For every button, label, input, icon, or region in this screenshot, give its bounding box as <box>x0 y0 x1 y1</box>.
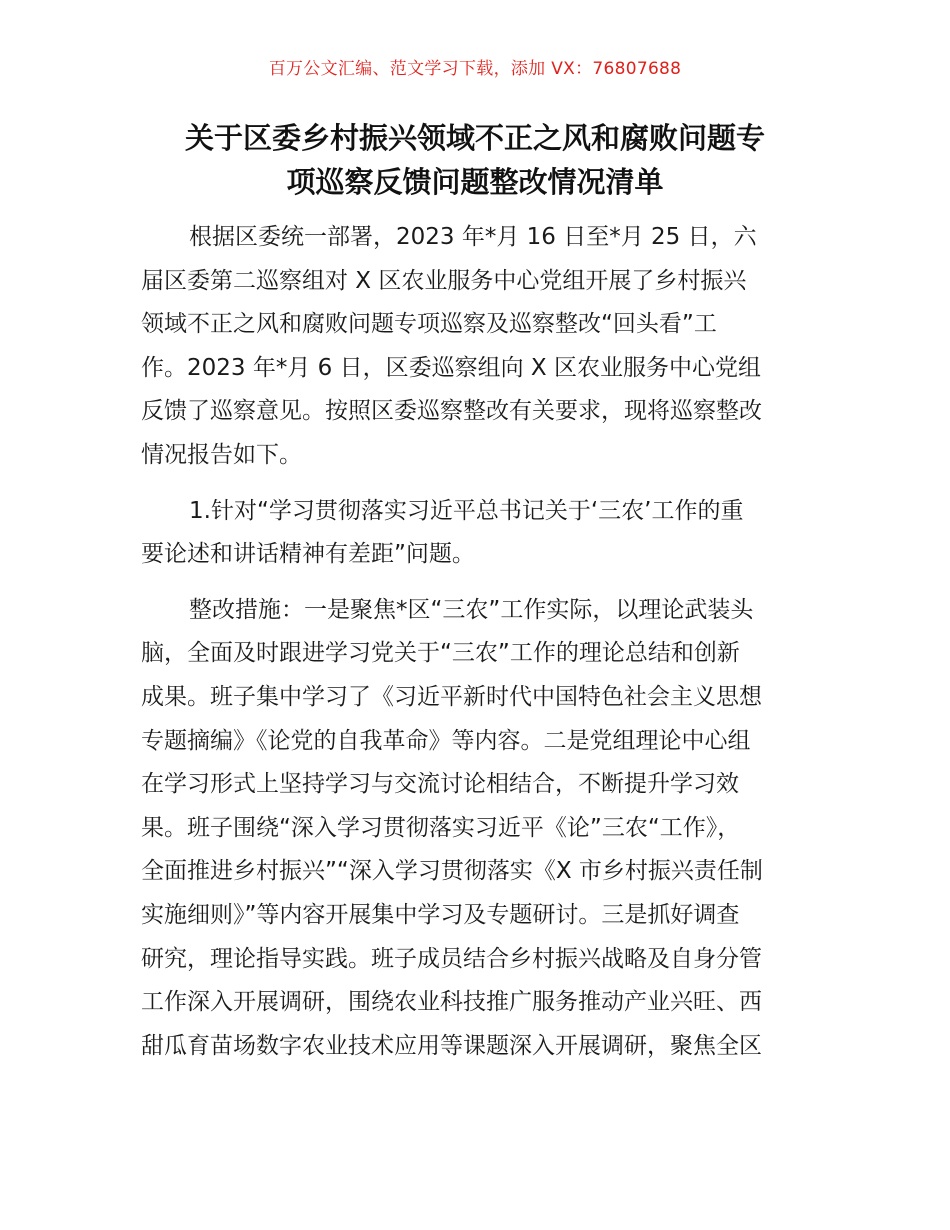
text-line: 根据区委统一部署，2023 年*月 16 日至*月 25 日，六 <box>189 224 757 250</box>
text-line: 反馈了巡察意见。按照区委巡察整改有关要求，现将巡察整改 <box>141 398 762 425</box>
title-line-1: 关于区委乡村振兴领域不正之风和腐败问题专 <box>184 121 765 155</box>
text-line: 整改措施：一是聚焦*区“三农”工作实际，以理论武装头 <box>189 596 754 623</box>
text-line: 要论述和讲话精神有差距”问题。 <box>141 541 475 568</box>
text-line: 果。班子围绕“深入学习贯彻落实习近平《论”三农“工作》， <box>141 814 741 841</box>
text-line: 1.针对“学习贯彻落实习近平总书记关于‘三农’工作的重 <box>189 497 744 524</box>
text-line: 专题摘编》《论党的自我革命》等内容。二是党组理论中心组 <box>141 727 751 754</box>
text-line: 甜瓜育苗场数字农业技术应用等课题深入开展调研，聚焦全区 <box>141 1032 762 1059</box>
paragraph-measures <box>141 589 813 1069</box>
text-line: 领域不正之风和腐败问题专项巡察及巡察整改“回头看”工 <box>141 311 717 338</box>
text-line: 届区委第二巡察组对 X 区农业服务中心党组开展了乡村振兴 <box>141 267 747 294</box>
paragraph-intro <box>141 216 813 478</box>
watermark-banner: 百万公文汇编、范文学习下载，添加 VX：76807688 <box>268 59 682 79</box>
title-line-2: 项巡察反馈问题整改情况清单 <box>286 165 664 199</box>
paragraph-issue-1 <box>141 490 813 577</box>
text-line: 全面推进乡村振兴”“深入学习贯彻落实《X 市乡村振兴责任制 <box>141 858 763 885</box>
text-line: 脑，全面及时跟进学习党关于“三农”工作的理论总结和创新 <box>141 640 740 667</box>
text-line: 情况报告如下。 <box>141 441 302 468</box>
document-body <box>141 216 813 1068</box>
document-title <box>140 116 810 204</box>
text-line: 研究，理论指导实践。班子成员结合乡村振兴战略及自身分管 <box>141 945 762 972</box>
text-line: 工作深入开展调研，围绕农业科技推广服务推动产业兴旺、西 <box>141 989 762 1016</box>
text-line: 成果。班子集中学习了《习近平新时代中国特色社会主义思想 <box>141 683 762 710</box>
text-line: 在学习形式上坚持学习与交流讨论相结合，不断提升学习效 <box>141 771 739 798</box>
text-line: 实施细则》”等内容开展集中学习及专题研讨。三是抓好调查 <box>141 901 740 928</box>
text-line: 作。2023 年*月 6 日，区委巡察组向 X 区农业服务中心党组 <box>141 354 761 381</box>
